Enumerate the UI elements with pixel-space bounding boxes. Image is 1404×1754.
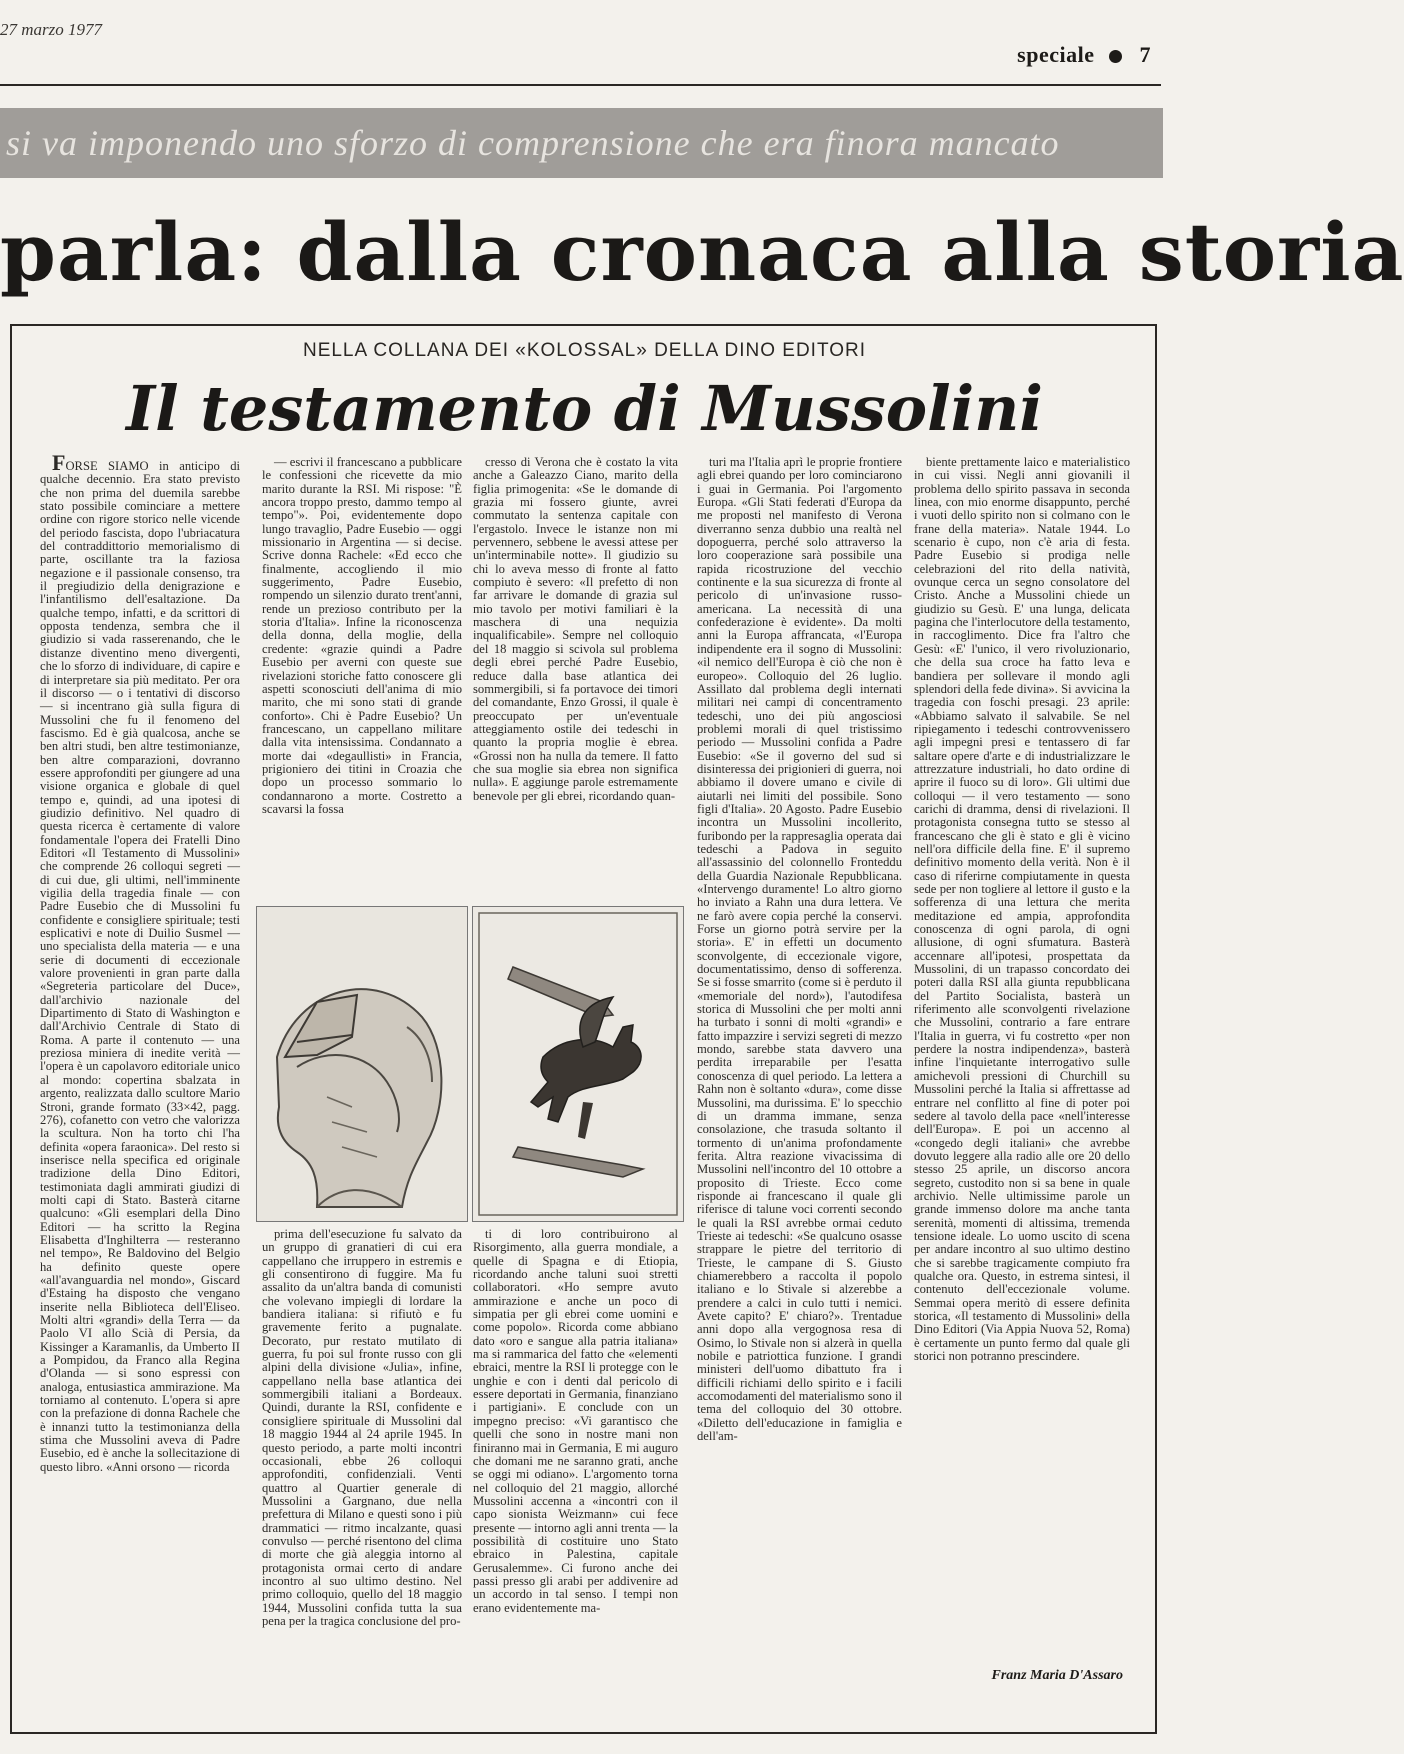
article-column-1 bbox=[40, 450, 240, 1640]
article-column-4 bbox=[697, 456, 902, 1640]
book-cover-relief-profile bbox=[256, 906, 468, 1222]
kicker-text: si va imponendo uno sforzo di comprensione che era finora mancato bbox=[6, 123, 1060, 163]
profile-relief-illustration bbox=[257, 907, 467, 1221]
column-1-text: FORSE SIAMO in anticipo di qualche decennio. Era stato previsto che non prima del duemila sarebbe stato possibile cominciare a mettere ordine con rigore storico nelle vicende del periodo fascista, dopo l'ubriacatura del contraddittorio memorialismo di parte, oscillante tra la faziosa negazione e il passionale consenso, tra il pregiudizio della denigrazione e l'infantilismo dell'esaltazione. Da qualche tempo, infatti, e da scrittori di opposta tendenza, sembra che il giudizio si vada rasserenando, che le distanze diventino meno divergenti, che lo sforzo di individuare, di capire e di interpretare sia più meditato. Per ora il discorso — o i tentativi di discorso — si incentrano già sulla figura di Mussolini che fu il fenomeno del fascismo. Ed è già qualcosa, anche se ben altri studi, ben altre testimonianze, ben altre comparazioni, dovranno essere approfonditi per giungere ad una visione organica e globale di quel tempo e, quindi, ad una ipotesi di giudizio definitivo. Nel quadro di questa ricerca è certamente di valore fondamentale l'opera dei Fratelli Dino Editori «Il Testamento di Mussolini» che comprende 26 colloqui segreti — di cui due, gli ultimi, nell'imminente vigilia della tragedia finale — con Padre Eusebio che di Mussolini fu confidente e consigliere spirituale; testi esplicativi e note di Duilio Susmel — uno specialista della materia — e una serie di documenti di eccezionale valore provenienti in gran parte dalla «Segreteria particolare del Duce», dall'archivio nazionale del Dipartimento di Stato di Washington e dall'Archivio Centrale di Stato di Roma. A parte il contenuto — una preziosa miniera di inedite verità — l'opera è un capolavoro editoriale unico al mondo: copertina sbalzata in argento, realizzata dallo scultore Mario Stroni, grande formato (33×42, pagg. 276), cofanetto con vetro che valorizza la scultura. Non ha torto chi l'ha definita «opera faraonica». Del resto si inserisce nella specifica ed originale tradizione della Dino Editori, testimoniata dagli ammirati giudizi di molti capi di Stato. Basterà citarne qualcuno: «Gli esemplari della Dino Editori — ha scritto la Regina Elisabetta d'Inghilterra — resteranno nel tempo», Re Baldovino del Belgio ha definito queste opere «all'avanguardia nel mondo», Giscard d'Estaing ha disposto che vengano inserite nella Biblioteca dell'Eliseo. Molti altri «grandi» della Terra — da Paolo VI allo Scià di Persia, da Kissinger a Karamanlis, da Umberto II a Pompidou, da Franco alla Regina d'Olanda — si sono espressi con analoga, entusiastica ammirazione. Ma torniamo al contenuto. L'opera si apre con la prefazione di donna Rachele che è innanzi tutto la testimonianza della stima che Mussolini aveva di Padre Eusebio, ed è anche la sollecitazione di questo libro. «Anni orsono — ricorda bbox=[40, 450, 240, 1474]
article-column-5 bbox=[914, 456, 1130, 1644]
main-headline: parla: dalla cronaca alla storia bbox=[0, 205, 1404, 299]
book-cover-winged-horse bbox=[472, 906, 684, 1222]
column-2-top-text: — escrivi il francescano a pubblicare le confessioni che ricevette da mio marito durante la RSI. Mi rispose: "È ancora troppo presto, dammo tempo al tempo"». Poi, evidentemente dopo lungo travaglio, Padre Eusebio — oggi missionario in Argentina — si decise. Scrive donna Rachele: «Ed ecco che finalmente, accogliendo il mio suggerimento, Padre Eusebio, rompendo un silenzio durato trent'anni, rende un prezioso contributo per la storia d'Italia». Infine la riconoscenza della donna, della moglie, della credente: «grazie quindi a Padre Eusebio per averni con queste sue rivelazioni storiche fatto conoscere gli aspetti sconosciuti dell'anima di mio marito, che mi sono stati di grande conforto». Chi è Padre Eusebio? Un francescano, un cappellano militare dalla vita intensissima. Condannato a morte dai «degaullisti» in Francia, prigioniero dei titini in Croazia che dopo un processo sommario lo condannarono a morte. Costretto a scavarsi la fossa bbox=[262, 455, 462, 816]
section-header bbox=[1017, 42, 1151, 68]
author-signature: Franz Maria D'Assaro bbox=[991, 1668, 1123, 1683]
article-column-3-bottom bbox=[473, 1228, 678, 1644]
column-2-bottom-text: prima dell'esecuzione fu salvato da un gruppo di granatieri di cui era cappellano che irruppero in estremis e gli consentirono di fuggire. Ma fu assalito da un'altra banda di comunisti che volevano impiegli di lordare la bandiera italiana: si rifiutò e fu gravemente ferito a pugnalate. Decorato, pur restato mutilato di guerra, fu poi sul fronte russo con gli alpini della divisione «Julia», infine, cappellano nella base atlantica dei sommergibili italiani a Bordeaux. Quindi, durante la RSI, confidente e consigliere spirituale di Mussolini dal 18 maggio 1944 al 24 aprile 1945. In questo periodo, a parte molti incontri occasionali, ebbe 26 colloqui approfonditi, confidenziali. Venti quattro al Quartier generale di Mussolini a Gargnano, due nella prefettura di Milano e questi sono i più drammatici — ritmo incalzante, quasi convulso — perché risentono del clima di morte che già aleggia intorno al protagonista ormai certo di andare incontro al suo ultimo destino. Nel primo colloquio, quello del 18 maggio 1944, Mussolini confida tutta la sua pena per la tragica conclusione del pro- bbox=[262, 1227, 462, 1628]
bullet-icon bbox=[1109, 50, 1122, 63]
article-overline: NELLA COLLANA DEI «KOLOSSAL» DELLA DINO EDITORI bbox=[302, 340, 867, 361]
header-rule bbox=[0, 84, 1161, 86]
issue-date: 27 marzo 1977 bbox=[0, 20, 103, 39]
column-5-text: biente prettamente laico e materialistico in cui vissi. Negli anni giovanili il problema dello spirito passava in seconda linea, con mio enorme disappunto, perché i vuoti dello spirito non si colmano con le frane della materia». Natale 1944. Lo scenario è cupo, non c'è aria di festa. Padre Eusebio si prodiga nelle celebrazioni del rito della natività, ovunque cerca un segno consolatore del Cristo. Anche a Mussolini chiede un giudizio su Gesù. E' una lunga, delicata pagina che l'interlocutore della testamento, in raccoglimento. Dice fra l'altro che Gesù: «E' l'unico, il vero rivoluzionario, che della sua croce ha fatto leva e bandiera per sollevare il mondo agli splendori della fede divina». Si avvicina la tragedia con foschi presagi. 23 aprile: «Abbiamo salvato il salvabile. Se nel ripiegamento i tedeschi controvvenissero agli impegni presi e tentassero di far saltare opere d'arte e di industrializzare le attrezzature industriali, ho dato ordine di aprire il fuoco su di loro». Gli ultimi due colloqui — il vero testamento — sono carichi di dramma, densi di rivelazioni. Il protagonista consegna tutto se stesso al francescano che gli è stato e gli è vicino nell'ora difficile della fine. E' il supremo definitivo momento della verità. Non è il caso di riferirne compiutamente in questa sede per non togliere al lettore il gusto e la sofferenza di una lettura che merita meditazione ed ampia, approfondita conoscenza di ogni parola, di ogni allusione, di ogni sfumatura. Basterà accennare all'ipotesi, prospettata da Mussolini, di un trapasso concordato dei poteri dalla RSI alla giunta repubblicana del Partito Socialista, basterà un riferimento alle sconvolgenti rivelazione che Mussolini, contrario a fare entrare l'Italia in guerra, vi fu costretto «per non perdere la nostra indipendenza», basterà infine l'inquietante interrogativo sulle amichevoli pressioni di Churchill su Mussolini perché la Italia si affrettasse ad entrare nel conflitto al fine di poter poi sedere al tavolo della pace «nell'interesse dell'Europa». E poi un accenno al «congedo degli italiani» che avrebbe dovuto leggere alla radio alle ore 20 dello stesso 25 aprile, un discorso ancora segreto, custodito non si sa bene in quale archivio. Nelle ultimissime parole un grande immenso dolore ma anche tanta serenità, momenti di altissima, tremenda tensione ideale. Lo uomo uscito di scena per andare incontro al suo ultimo destino che si sarebbe tragicamente compiuto fra qualche ora. Questo, in estrema sintesi, il contenuto dell'eccezionale volume. Semmai opera meritò di essere definita storica, «Il testamento di Mussolini» della Dino Editori (Via Appia Nuova 52, Roma) è certamente un punto fermo dal quale gli storici non potranno prescindere. bbox=[914, 455, 1130, 1364]
winged-horse-illustration bbox=[473, 907, 683, 1221]
column-4-text: turi ma l'Italia aprì le proprie frontiere agli ebrei quando per loro cominciarono i guai in Germania. Poi l'argomento Europa. «Gli Stati federati d'Europa da me proposti nel manifesto di Verona diverranno senza dubbio una realtà nel dopoguerra, perché solo attraverso la loro cooperazione sarà possibile una rapida ricostruzione del vecchio continente e la sua sicurezza di fronte al pericolo di un'invasione russo-americana. La necessità di una confederazione è evidente». Da molti anni la Europa affrancata, «l'Europa indipendente era il sogno di Mussolini: «il nemico dell'Europa è ciò che non è europeo». Colloquio del 26 luglio. Assillato dal problema degli internati militari nei campi di concentramento tedeschi, uno dei più angosciosi problemi morali di quel tristissimo periodo — Mussolini confida a Padre Eusebio: «Se il governo del sud si disinteressa dei prigionieri di guerra, noi abbiamo il dovere umano e civile di aiutarli nei limiti del possibile. Sono figli d'Italia». 20 Agosto. Padre Eusebio incontra un Mussolini incollerito, furibondo per la rappresaglia operata dai tedeschi a Padova in seguito all'assassinio del colonnello Fronteddu della Guardia Nazionale Repubblicana. «Intervengo duramente! Lo altro giorno ho inviato a Rahn una dura lettera. Ve ne farò avere copia perché la conservi. Forse un giorno potrà servire per la storia». E' in effetti un documento sconvolgente, di eccezionale vigore, documentatissimo, denso di sofferenza. Se si fosse smarrito (come si è perduto il «memoriale del nord»), l'autodifesa storica di Mussolini che per molti anni ha turbato i sonni di molti «grandi» e fatto impazzire i servizi segreti di mezzo mondo, sarebbe stata davvero una perdita irreparabile per l'esatta conoscenza di quel periodo. La lettera a Rahn non è soltanto «dura», come disse Mussolini, ma durissima. E' lo specchio di un dramma immane, senza consolazione, che trasuda soltanto il tormento di un'anima profondamente ferita. Altra reazione vivacissima di Mussolini nell'incontro del 10 ottobre a proposito di Trieste. Ecco come risponde ai francescano il quale gli riferisce di talune voci correnti secondo le quali la RSI avrebbe ormai ceduto Trieste ai tedeschi: «Se qualcuno osasse strappare le pietre del territorio di Trieste, le campane di S. Giusto chiamerebbero a raccolta il popolo italiano e lo Stivale si alzerebbe a prendere a calci in culo tutti i nemici. Avete capito? E' chiaro?». Trentadue anni dopo alla vergognosa resa di Osimo, lo Stivale non si alzerà in quella nobile e patriottica funzione. I grandi ministeri dell'uomo dibattuto fra i difficili richiami dello spirito e i facili accomodamenti del materialismo sono il tema del colloquio del 30 ottobre. «Diletto dell'educazione in famiglia e dell'am- bbox=[697, 455, 902, 1444]
section-label: speciale bbox=[1017, 42, 1095, 67]
article-column-2-top bbox=[262, 456, 462, 936]
article-column-2-bottom bbox=[262, 1228, 462, 1644]
article-column-3-top bbox=[473, 456, 678, 900]
article-title: Il testamento di Mussolini bbox=[126, 372, 1043, 445]
column-3-bottom-text: ti di loro contribuirono al Risorgimento, alla guerra mondiale, a quelle di Spagna e di Etiopia, ricordando anche taluni suoi stretti collaboratori. «Ho sempre avuto ammirazione e anche un poco di simpatia per gli ebrei come uomini e come popolo». Ricorda come abbiano dato «oro e sangue alla patria italiana» ma si rammarica del fatto che «elementi ebraici, mentre la RSI li protegge con le unghie e con i denti dal pericolo di essere deportati in Germania, finanziano i partigiani». E conclude con un impegno preciso: «Vi garantisco che quelli che sono in nostre mani non finiranno mai in Germania, E mi auguro che domani me ne saranno grati, anche se oggi mi odiano». L'argomento torna nel colloquio del 21 maggio, allorché Mussolini accenna a «incontri con il capo sionista Weizmann» cui fece presente — intorno agli anni trenta — la possibilità di costituire uno Stato ebraico in Palestina, capitale Gerusalemme». Ci furono anche dei passi presso gli arabi per addivenire ad un accordo in tal senso. I tempi non erano evidentemente ma- bbox=[473, 1227, 678, 1615]
column-3-top-text: cresso di Verona che è costato la vita anche a Galeazzo Ciano, marito della figlia primogenita: «Se le domande di grazia mi fossero giunte, avrei commutato la sentenza capitale con l'ergastolo. Invece le istanze non mi pervennero, sebbene le avessi attese per un'interminabile notte». Il giudizio su chi lo aveva messo di fronte al fatto compiuto è severo: «Il prefetto di non far arrivare le domande di grazia sul mio tavolo per motivi familiari è la maschera di una nequizia inqualificabile». Sempre nel colloquio del 18 maggio si scivola sul problema degli ebrei perché Padre Eusebio, reduce dalla base atlantica dei sommergibili, si fa portavoce dei timori del comandante, Enzo Grossi, il quale è preoccupato per un'eventuale atteggiamento ostile dei tedeschi in quanto la propria moglie è ebrea. «Grossi non ha nulla da temere. Il fatto che sua moglie sia ebrea non significa nulla». E aggiunge parole estremamente benevole per gli ebrei, ricordando quan- bbox=[473, 455, 678, 803]
page-number: 7 bbox=[1139, 42, 1151, 67]
